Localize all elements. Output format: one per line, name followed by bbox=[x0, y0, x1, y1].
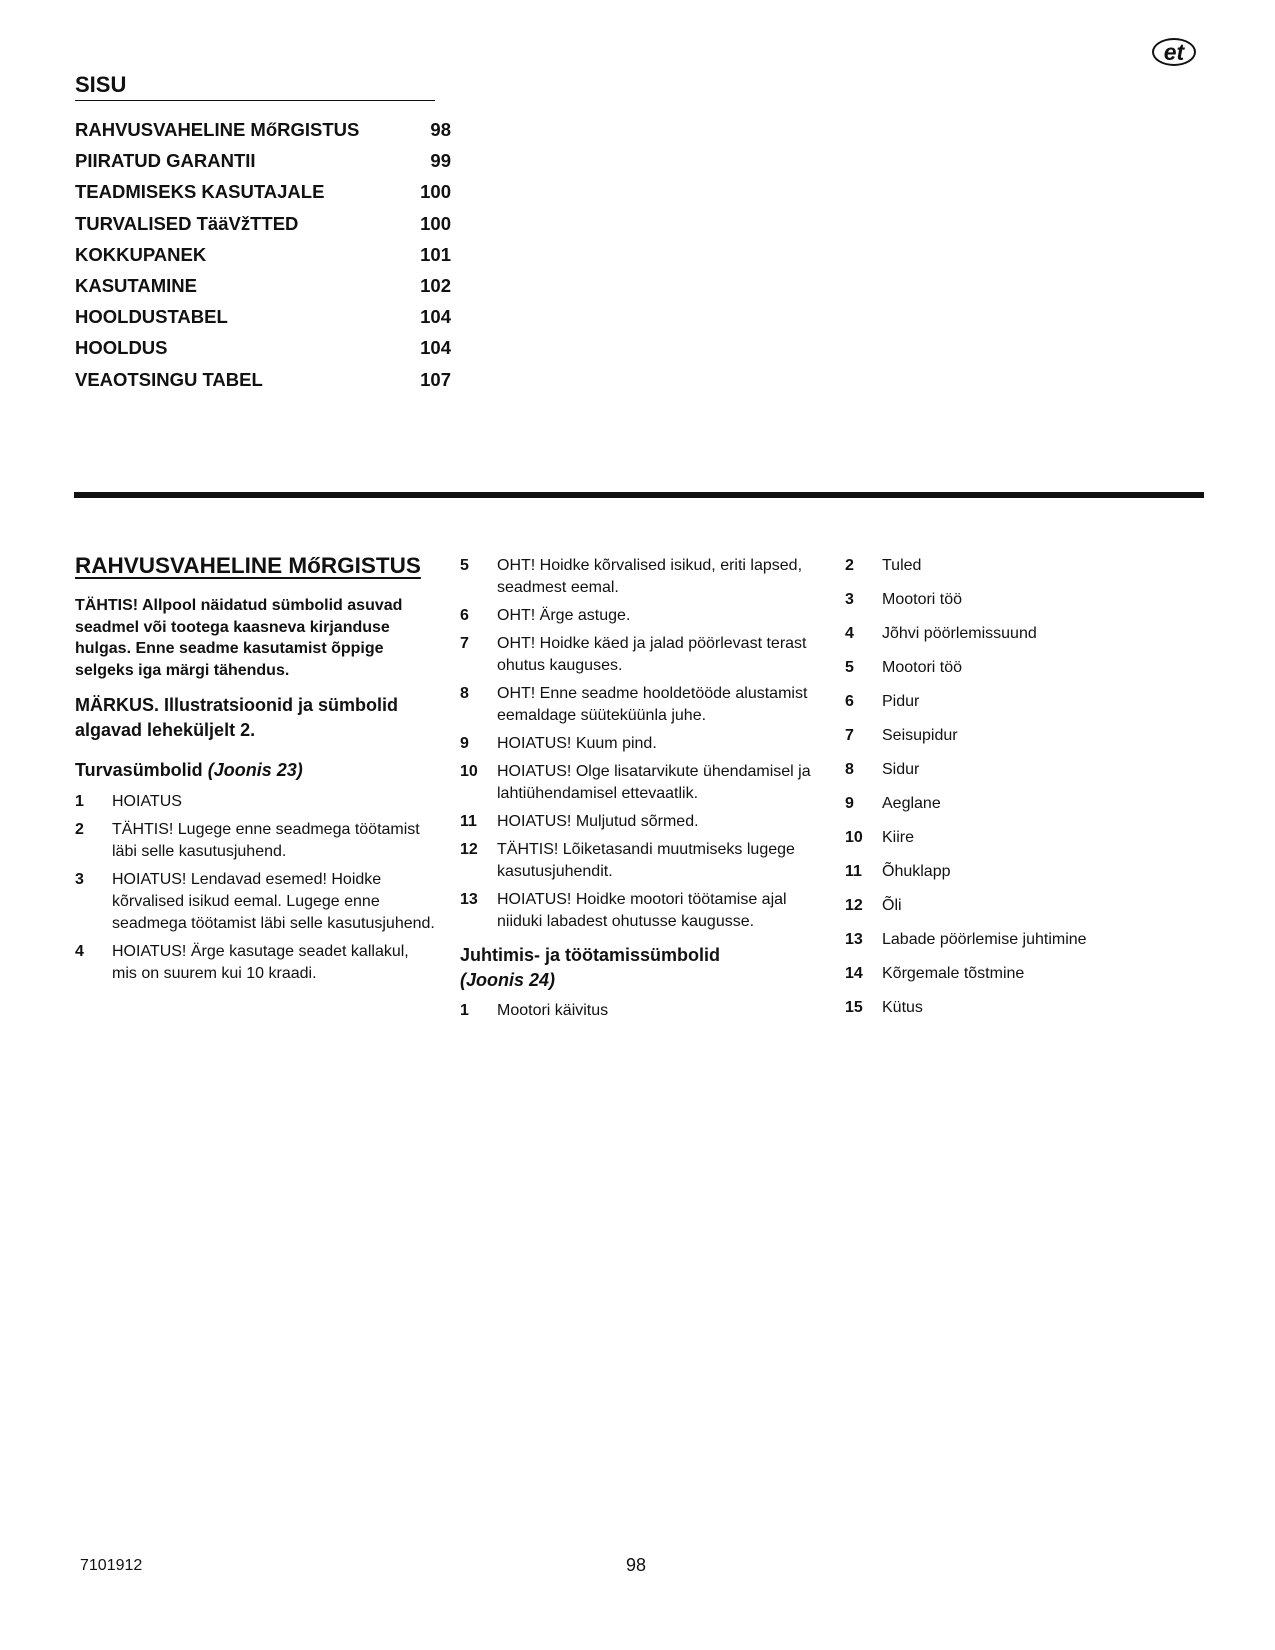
list-item bbox=[845, 997, 1175, 1019]
item-text: OHT! Hoidke kõrvalised isikud, eriti lapsed, seadmest eemal. bbox=[497, 557, 803, 596]
toc-entry[interactable] bbox=[75, 180, 451, 211]
item-number: 15 bbox=[845, 999, 863, 1016]
item-number: 6 bbox=[845, 693, 854, 710]
list-item bbox=[845, 929, 1175, 951]
toc-entry[interactable] bbox=[75, 243, 451, 274]
item-number: 5 bbox=[845, 659, 854, 676]
document-code: 7101912 bbox=[80, 1557, 143, 1574]
list-item bbox=[460, 839, 820, 883]
item-text: Mootori käivitus bbox=[497, 1002, 609, 1019]
item-number: 3 bbox=[75, 870, 84, 888]
list-item bbox=[460, 1000, 820, 1022]
item-text: Mootori töö bbox=[882, 591, 963, 608]
toc-label: TURVALISED TääVžTTED bbox=[75, 212, 299, 234]
safety-figure-ref: (Joonis 23) bbox=[207, 760, 303, 780]
item-number: 13 bbox=[845, 931, 863, 948]
list-item bbox=[460, 889, 820, 933]
toc-label: VEAOTSINGU TABEL bbox=[75, 368, 263, 390]
toc-page: 100 bbox=[420, 181, 451, 203]
item-text: Aeglane bbox=[882, 795, 941, 812]
item-number: 7 bbox=[845, 727, 854, 744]
item-number: 3 bbox=[845, 591, 854, 608]
list-item bbox=[845, 895, 1175, 917]
item-number: 8 bbox=[460, 685, 469, 702]
list-item bbox=[75, 869, 437, 935]
item-text: Kütus bbox=[882, 999, 923, 1016]
item-text: HOIATUS! Olge lisatarvikute ühendamisel ja lahtiühendamisel ettevaatlik. bbox=[497, 763, 811, 802]
item-text: Labade pöörlemise juhtimine bbox=[882, 931, 1087, 948]
item-number: 12 bbox=[460, 841, 478, 858]
item-number: 10 bbox=[845, 829, 863, 846]
item-text: TÄHTIS! Lugege enne seadmega töötamist läbi selle kasutusjuhend. bbox=[112, 820, 420, 860]
column-3 bbox=[845, 555, 1175, 1031]
item-number: 6 bbox=[460, 607, 469, 624]
item-number: 2 bbox=[75, 820, 84, 838]
toc-page: 104 bbox=[420, 306, 451, 328]
item-number: 10 bbox=[460, 763, 478, 780]
toc-entry[interactable] bbox=[75, 274, 451, 305]
item-number: 8 bbox=[845, 761, 854, 778]
toc-label: PIIRATUD GARANTII bbox=[75, 150, 256, 172]
toc-entry[interactable] bbox=[75, 149, 451, 180]
item-text: HOIATUS! Muljutud sõrmed. bbox=[497, 813, 699, 830]
list-item bbox=[75, 941, 437, 985]
item-number: 11 bbox=[845, 863, 862, 880]
table-of-contents bbox=[75, 118, 451, 399]
toc-page: 100 bbox=[420, 212, 451, 234]
toc-page: 98 bbox=[430, 119, 451, 140]
control-heading-text: Juhtimis- ja töötamissümbolid bbox=[460, 945, 721, 965]
item-number: 1 bbox=[460, 1002, 469, 1019]
item-number: 1 bbox=[75, 792, 84, 810]
list-item bbox=[460, 633, 820, 677]
list-item bbox=[460, 555, 820, 599]
item-number: 12 bbox=[845, 897, 863, 914]
toc-title: SISU bbox=[75, 72, 435, 101]
section-divider bbox=[74, 492, 1204, 498]
column-2 bbox=[460, 555, 820, 1028]
list-item bbox=[845, 657, 1175, 679]
item-text: HOIATUS! Kuum pind. bbox=[497, 735, 657, 752]
list-item bbox=[845, 725, 1175, 747]
list-item bbox=[75, 819, 437, 863]
toc-page: 107 bbox=[420, 368, 451, 390]
toc-label: HOOLDUSTABEL bbox=[75, 306, 228, 328]
list-item bbox=[845, 589, 1175, 611]
item-number: 13 bbox=[460, 891, 478, 908]
item-text: Sidur bbox=[882, 761, 920, 778]
item-number: 2 bbox=[845, 557, 854, 574]
item-number: 4 bbox=[845, 625, 854, 642]
item-number: 7 bbox=[460, 635, 469, 652]
item-text: Tuled bbox=[882, 557, 922, 574]
item-text: Jõhvi pöörlemissuund bbox=[882, 625, 1037, 642]
list-item bbox=[845, 861, 1175, 883]
control-figure-ref: (Joonis 24) bbox=[460, 969, 556, 990]
item-number: 14 bbox=[845, 965, 863, 982]
item-text: OHT! Hoidke käed ja jalad pöörlevast terast ohutus kauguses. bbox=[497, 635, 807, 674]
page-number: 98 bbox=[626, 1555, 647, 1575]
toc-entry[interactable] bbox=[75, 336, 451, 367]
list-item bbox=[845, 963, 1175, 985]
item-number: 9 bbox=[845, 795, 854, 812]
list-item bbox=[460, 811, 820, 833]
item-text: Kiire bbox=[882, 829, 915, 846]
toc-page: 102 bbox=[420, 274, 451, 296]
list-item bbox=[845, 759, 1175, 781]
safety-heading-text: Turvasümbolid bbox=[75, 760, 203, 780]
note: MÄRKUS. Illustratsioonid ja sümbolid algavad leheküljelt 2. bbox=[75, 695, 399, 740]
toc-label: HOOLDUS bbox=[75, 337, 168, 359]
toc-entry[interactable] bbox=[75, 305, 451, 336]
item-number: 9 bbox=[460, 735, 469, 752]
important-notice: TÄHTIS! Allpool näidatud sümbolid asuvad seadmel või tootega kaasneva kirjanduse hulgas. Enne seadme kasutamist õppige selgeks iga märgi tähendus. bbox=[75, 597, 403, 679]
control-symbols-heading bbox=[460, 943, 820, 992]
toc-label: KASUTAMINE bbox=[75, 274, 197, 296]
item-text: HOIATUS! Lendavad esemed! Hoidke kõrvalised isikud eemal. Lugege enne seadmega töötamist läbi selle kasutusjuhend. bbox=[112, 870, 435, 932]
list-item bbox=[845, 691, 1175, 713]
list-item bbox=[845, 555, 1175, 577]
list-item bbox=[845, 827, 1175, 849]
item-text: Seisupidur bbox=[882, 727, 958, 744]
item-text: TÄHTIS! Lõiketasandi muutmiseks lugege kasutusjuhendit. bbox=[497, 841, 795, 880]
toc-page: 101 bbox=[420, 243, 451, 265]
toc-entry[interactable] bbox=[75, 212, 451, 243]
section-title: RAHVUSVAHELINE MőRGISTUS bbox=[75, 553, 421, 578]
item-text: HOIATUS! Hoidke mootori töötamise ajal niiduki labadest ohutusse kaugusse. bbox=[497, 891, 787, 930]
toc-label: KOKKUPANEK bbox=[75, 243, 207, 265]
list-item bbox=[460, 733, 820, 755]
item-text: Õhuklapp bbox=[882, 863, 951, 880]
toc-page: 104 bbox=[420, 337, 451, 359]
item-text: HOIATUS! Ärge kasutage seadet kallakul, mis on suurem kui 10 kraadi. bbox=[112, 942, 409, 982]
list-item bbox=[845, 793, 1175, 815]
item-text: Mootori töö bbox=[882, 659, 963, 676]
item-text: Kõrgemale tõstmine bbox=[882, 965, 1025, 982]
toc-label: RAHVUSVAHELINE MőRGISTUS bbox=[75, 119, 360, 140]
item-text: OHT! Enne seadme hooldetööde alustamist eemaldage süüteküünla juhe. bbox=[497, 685, 808, 724]
toc-entry[interactable] bbox=[75, 118, 451, 149]
toc-page: 99 bbox=[430, 150, 451, 172]
list-item bbox=[460, 605, 820, 627]
item-text: HOIATUS bbox=[112, 792, 182, 810]
item-text: Õli bbox=[882, 897, 902, 914]
item-text: OHT! Ärge astuge. bbox=[497, 607, 631, 624]
item-text: Pidur bbox=[882, 693, 920, 710]
list-item bbox=[460, 683, 820, 727]
safety-symbols-heading bbox=[75, 758, 437, 783]
list-item bbox=[460, 761, 820, 805]
item-number: 11 bbox=[460, 813, 477, 830]
column-1 bbox=[75, 551, 437, 991]
language-badge: et bbox=[1152, 38, 1196, 66]
list-item bbox=[845, 623, 1175, 645]
list-item bbox=[75, 791, 437, 813]
item-number: 4 bbox=[75, 942, 84, 960]
toc-entry[interactable] bbox=[75, 368, 451, 399]
item-number: 5 bbox=[460, 557, 469, 574]
toc-label: TEADMISEKS KASUTAJALE bbox=[75, 181, 325, 203]
